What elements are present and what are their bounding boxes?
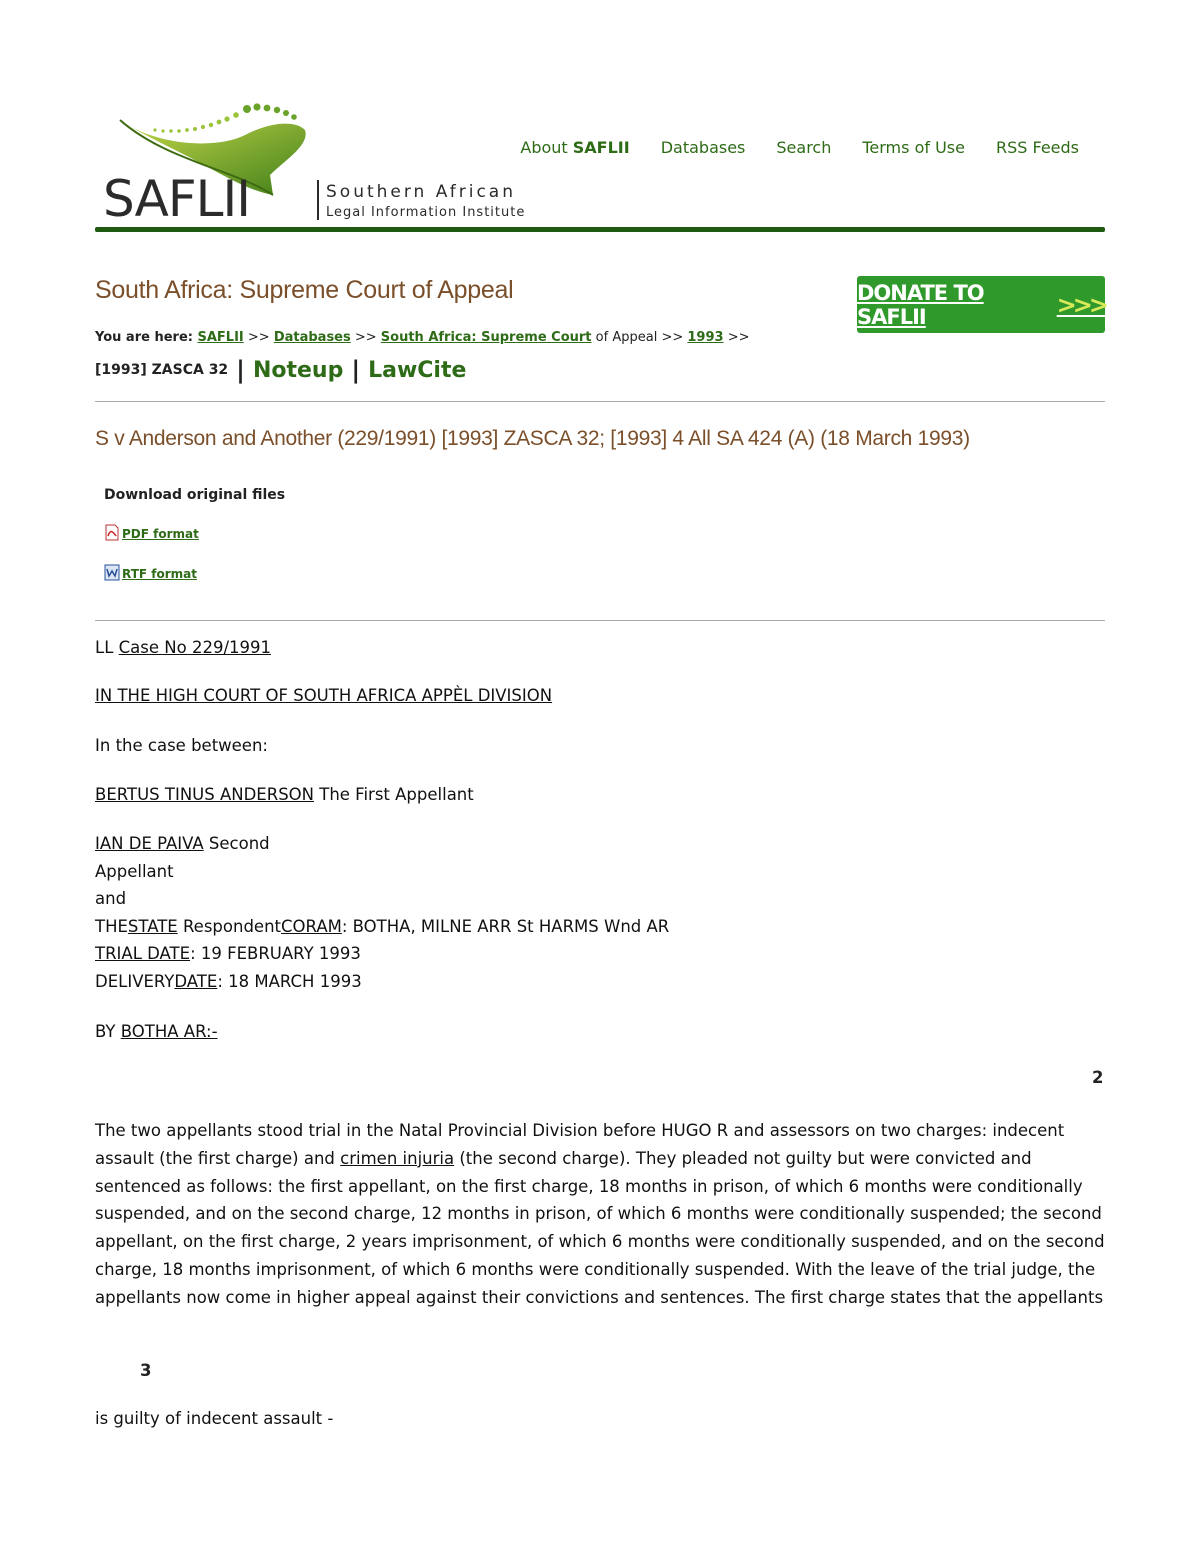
breadcrumb-prefix: You are here: — [95, 330, 198, 345]
pdf-download-link[interactable] — [104, 524, 199, 541]
judge-name: BOTHA AR:- — [120, 1022, 218, 1041]
parties-block — [95, 830, 669, 995]
page-number: 3 — [140, 1361, 152, 1380]
rtf-download-label: RTF format — [122, 567, 197, 581]
charge-text: is guilty of indecent assault - — [95, 1409, 334, 1428]
respondent-coram-line — [95, 913, 669, 941]
judgment-author-line — [95, 1018, 218, 1046]
breadcrumb-sep: >> — [723, 330, 750, 345]
rtf-download-link[interactable] — [104, 564, 197, 581]
first-appellant-line — [95, 781, 474, 809]
nav-rss-feeds[interactable]: RSS Feeds — [995, 138, 1079, 157]
breadcrumb-court[interactable]: South Africa: Supreme Court — [380, 330, 592, 345]
the-text: THE — [95, 916, 128, 936]
respondent-text: Respondent — [177, 916, 282, 936]
separator: | — [351, 356, 361, 384]
chevrons-right-icon: >>> — [1056, 290, 1105, 319]
case-number: Case No 229/1991 — [118, 638, 271, 657]
nav-search[interactable]: Search — [776, 138, 832, 157]
pdf-file-icon — [104, 524, 120, 541]
first-appellant-role: The First Appellant — [314, 785, 474, 804]
trial-date-value: : 19 FEBRUARY 1993 — [190, 944, 361, 963]
case-between: In the case between: — [95, 736, 268, 755]
page-number: 2 — [1092, 1068, 1104, 1087]
delivery-date-line — [95, 968, 669, 996]
case-number-line — [95, 634, 271, 662]
second-appellant-role: Second — [203, 834, 270, 853]
second-appellant-role-cont: Appellant — [95, 861, 174, 881]
donate-label: DONATE TO SAFLII — [857, 280, 984, 329]
breadcrumb-sep: >> — [657, 330, 688, 345]
breadcrumb-safiii[interactable]: SAFLII — [197, 330, 244, 345]
rtf-file-icon — [104, 564, 120, 581]
breadcrumb-court-suffix: of Appeal — [591, 330, 658, 345]
noteup-link[interactable]: Noteup — [252, 357, 344, 383]
para-end: (the second charge). They pleaded not guilty but were convicted and sentenced as follows: the first appellant, on the first charge, 18 months in prison, of which 6 months were conditionally suspended, and on the second charge, 12 months in prison, of which 6 months were conditionally suspended; the second appellant, on the first charge, 2 years imprisonment, of which 6 months were conditionally suspended, and on the second charge, 18 months imprisonment, of which 6 months were conditionally suspended. With the leave of the trial judge, the appellants now come in higher appeal against their convictions and sentences. The first charge states that the appellants — [95, 1148, 1105, 1307]
breadcrumb-sep: >> — [243, 330, 274, 345]
saflii-logo[interactable] — [95, 100, 545, 225]
judgment-paragraph — [95, 1117, 1105, 1312]
coram-label: CORAM — [281, 916, 342, 936]
second-appellant-name: IAN DE PAIVA — [95, 834, 204, 853]
delivery-date-value: : 18 MARCH 1993 — [217, 971, 362, 991]
divider — [95, 401, 1105, 402]
site-header — [95, 100, 1105, 235]
breadcrumb-databases[interactable]: Databases — [273, 330, 351, 345]
nav-about-prefix: About — [520, 138, 573, 157]
delivery-label: DELIVERY — [95, 971, 175, 991]
by-text: BY — [95, 1022, 121, 1041]
breadcrumb-year[interactable]: 1993 — [687, 330, 724, 345]
donate-button[interactable] — [857, 276, 1105, 333]
first-appellant-name: BERTUS TINUS ANDERSON — [95, 785, 314, 804]
download-title: Download original files — [104, 487, 286, 503]
para-start: The two appellants stood trial in the Natal Provincial Division before HUGO R and assessors on two charges: indecent assault (the first charge) and — [95, 1121, 1065, 1168]
citation: [1993] ZASCA 32 — [95, 362, 229, 378]
header-divider — [95, 227, 1105, 232]
breadcrumb-sep: >> — [350, 330, 381, 345]
nav-about-strong: SAFLII — [572, 138, 630, 157]
separator: | — [236, 356, 245, 384]
date-label: DATE — [174, 971, 218, 991]
court-title: South Africa: Supreme Court of Appeal — [95, 276, 514, 304]
lawcite-link[interactable]: LawCite — [368, 357, 467, 383]
trial-date-label: TRIAL DATE — [95, 944, 191, 963]
second-appellant-line — [95, 830, 669, 858]
top-nav — [520, 138, 1079, 157]
citation-row — [95, 356, 466, 384]
state-text: STATE — [127, 916, 178, 936]
nav-databases[interactable]: Databases — [660, 138, 746, 157]
coram-value: : BOTHA, MILNE ARR St HARMS Wnd AR — [341, 916, 670, 936]
logo-wordmark: SAFLII — [103, 170, 250, 225]
ll-prefix: LL — [95, 638, 119, 657]
logo-tagline-2: Legal Information Institute — [326, 205, 526, 220]
court-division: IN THE HIGH COURT OF SOUTH AFRICA APPÈL DIVISION — [95, 686, 553, 705]
case-heading: S v Anderson and Another (229/1991) [1993] ZASCA 32; [1993] 4 All SA 424 (A) (18 March 1993) — [95, 427, 970, 450]
trial-date-line — [95, 940, 669, 968]
breadcrumb — [95, 330, 749, 345]
crimen-injuria: crimen injuria — [340, 1148, 455, 1168]
nav-terms-of-use[interactable]: Terms of Use — [862, 138, 965, 157]
nav-about-safiii[interactable] — [520, 138, 629, 157]
divider — [95, 620, 1105, 621]
and-text: and — [95, 889, 127, 908]
pdf-download-label: PDF format — [122, 527, 199, 541]
logo-tagline-1: Southern African — [326, 182, 516, 202]
